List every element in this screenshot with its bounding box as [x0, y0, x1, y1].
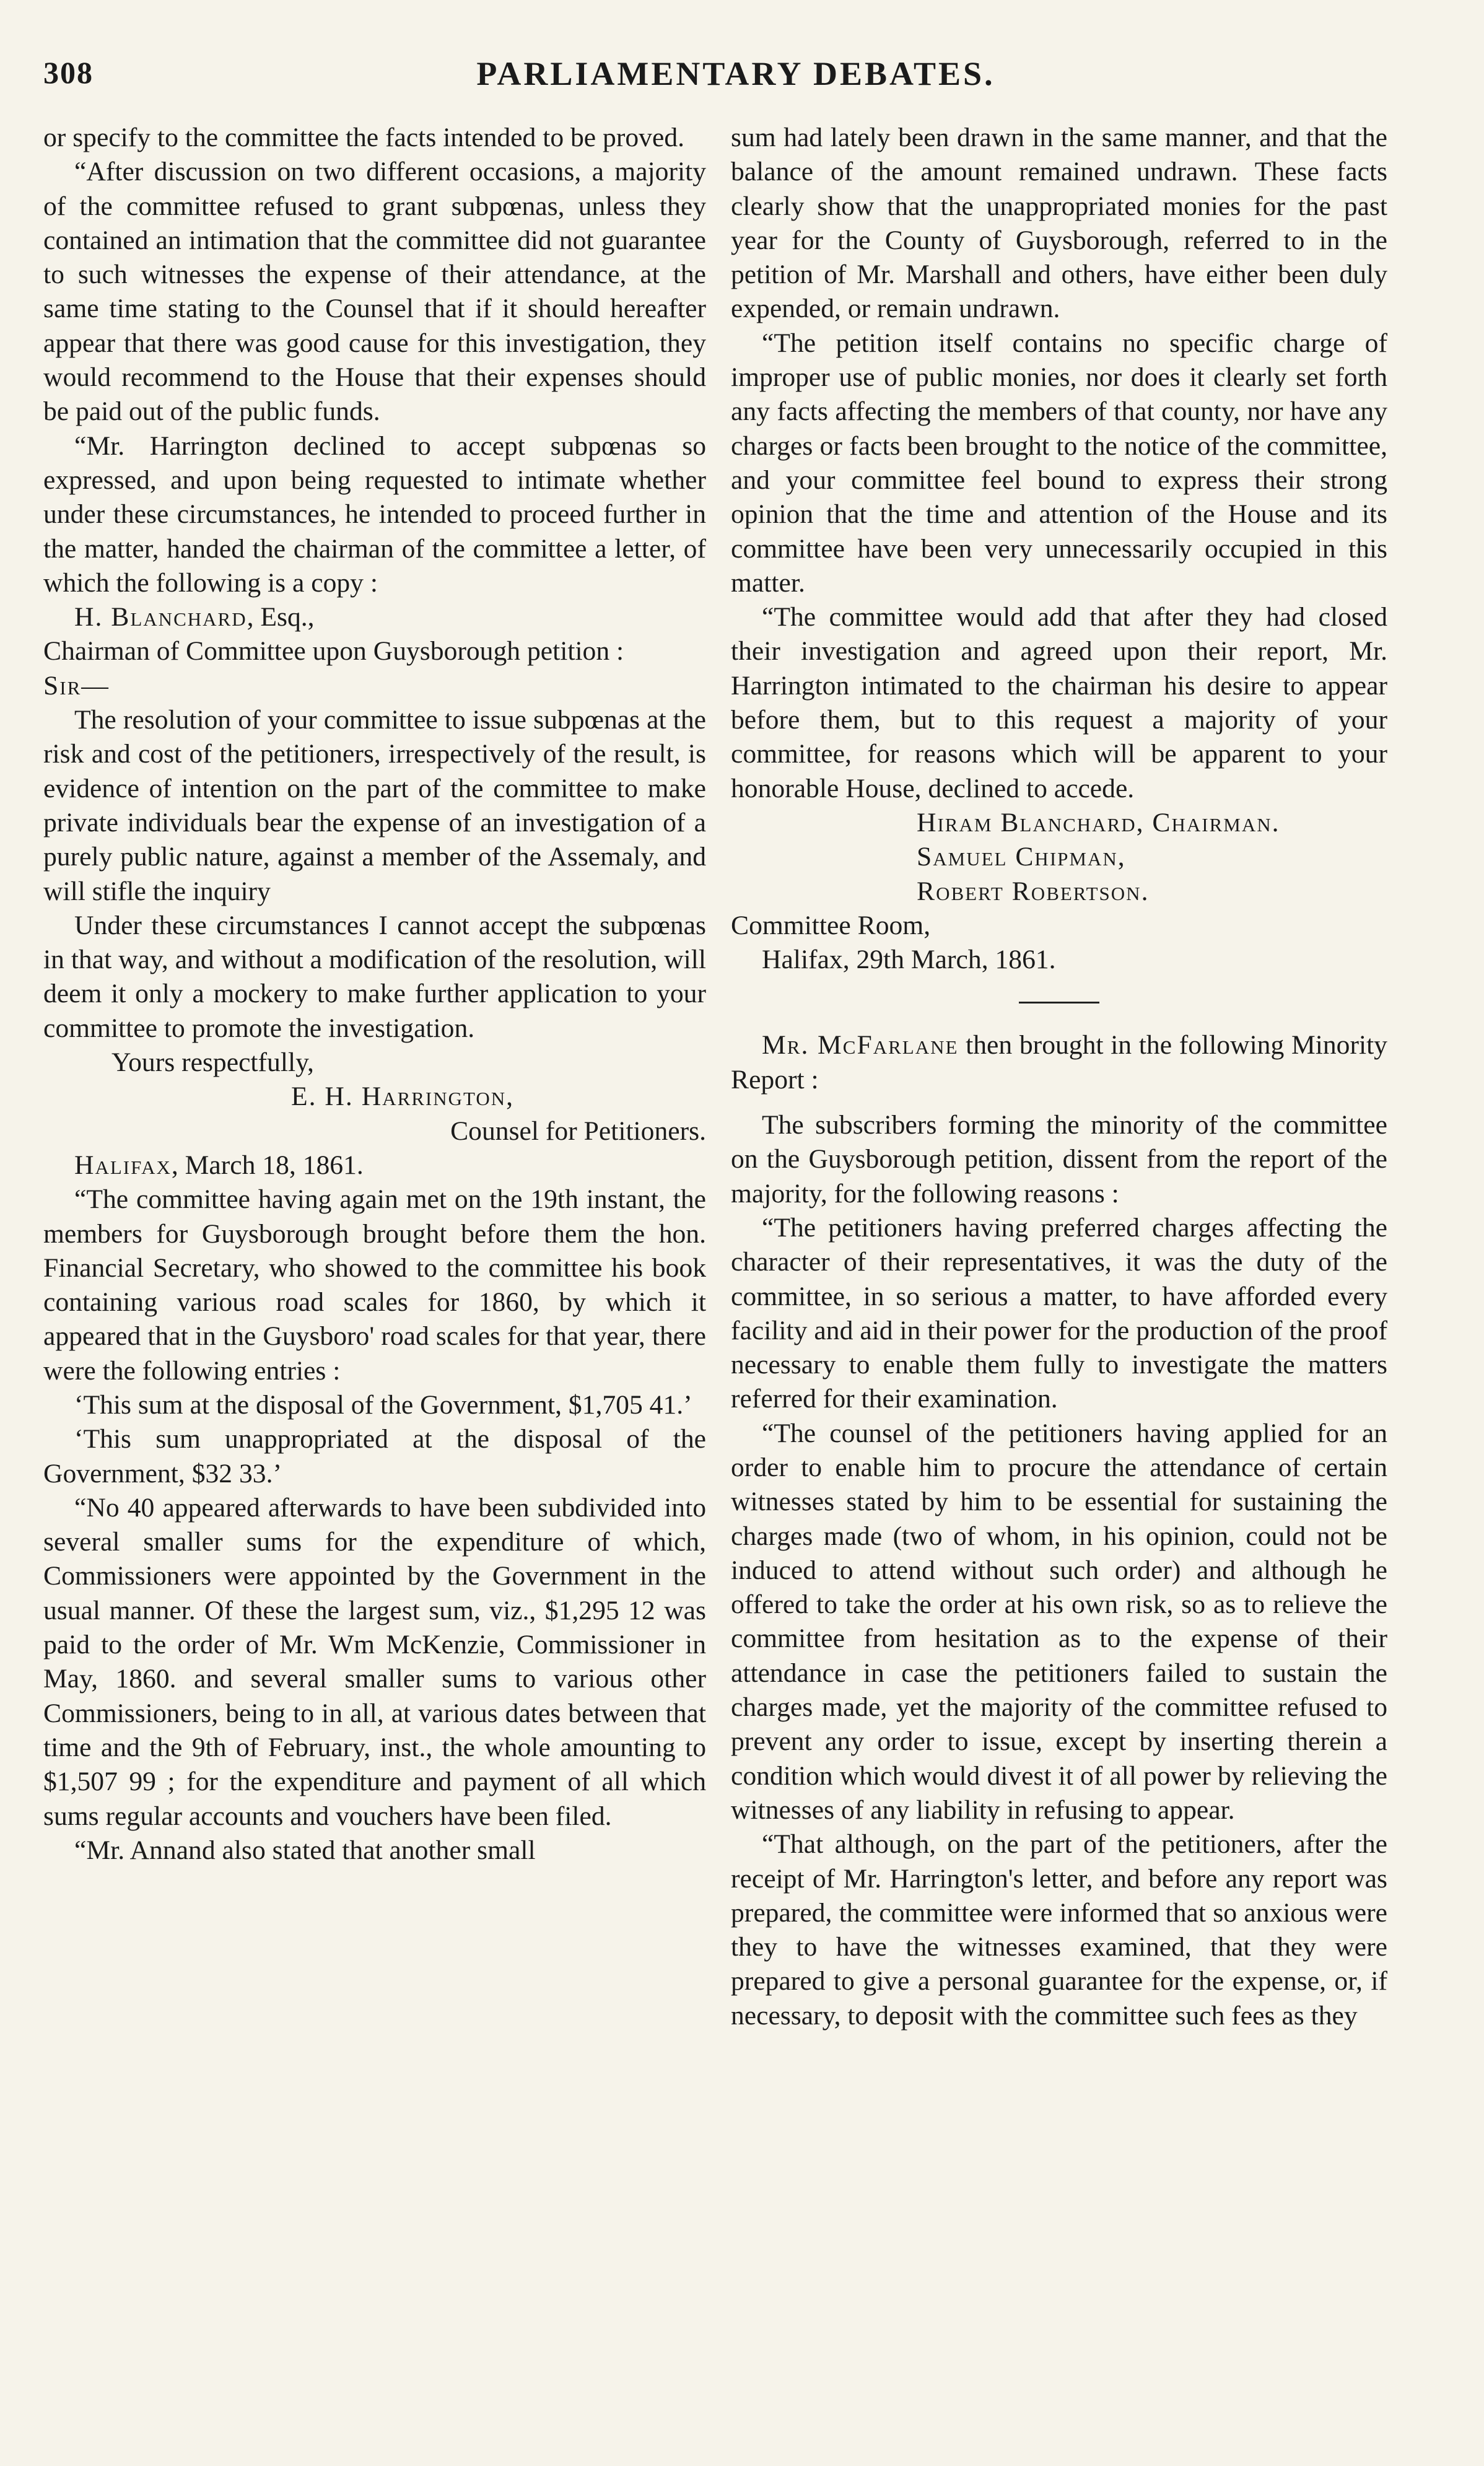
- paragraph: “The committee would add that after they had closed their investigation and agreed upon their report, Mr. Harrington intimated to the chairman his desire to appear before them, but to this request a majority of your committee, for reasons which will be apparent to your honorable House, declined to accede.: [731, 602, 1387, 803]
- paragraph: “Mr. Annand also stated that another small: [74, 1835, 536, 1865]
- entry-quote: ‘This sum unappropriated at the disposal of the Government, $32 33.’: [43, 1424, 706, 1489]
- addressee-role: Chairman of Committee upon Guysborough petition :: [43, 636, 624, 667]
- paragraph: “The committee having again met on the 19th instant, the members for Guysborough brought before them the hon. Financial Secretary, who showed to the committee his book containing various road scales for 1860, by which it appeared that in the Guysboro' road scales for that year, there were the following entries :: [43, 1184, 706, 1386]
- paragraph: sum had lately been drawn in the same manner, and that the balance of the amount remained undrawn. These facts clearly show that the unappropriated monies for the past year for the County of Guysborough, referred to in the petition of Mr. Marshall and others, have either been duly expended, or remain undrawn.: [731, 123, 1387, 324]
- dateline-date: , March 18, 1861.: [171, 1150, 364, 1180]
- paragraph: Under these circumstances I cannot accept the subpœnas in that way, and without a modification of the resolution, will deem it only a mockery to make further application to your committee to promote the investigation.: [43, 910, 706, 1043]
- paragraph: The subscribers forming the minority of the committee on the Guysborough petition, dissent from the report of the majority, for the following reasons :: [731, 1110, 1387, 1209]
- letter-salutation: Sir—: [43, 670, 110, 701]
- entry-quote: ‘This sum at the disposal of the Government, $1,705 41.’: [74, 1389, 692, 1420]
- paragraph: The resolution of your committee to issue subpœnas at the risk and cost of the petitioners, irrespectively of the result, is evidence of intention on the part of the committee to make private individuals bear the expense of an investigation of a purely public nature, against a member of the Assemaly, and will stifle the inquiry: [43, 705, 706, 906]
- section-divider: [1019, 1002, 1099, 1003]
- spacer: [731, 1097, 1387, 1108]
- letter-signer: E. H. Harrington,: [291, 1082, 515, 1112]
- committee-room: Committee Room,: [731, 910, 931, 940]
- addressee-name: H. Blanchard: [74, 602, 247, 632]
- letter-addressee: [43, 600, 706, 634]
- signature-line: Robert Robertson.: [917, 876, 1150, 906]
- paragraph: “The petitioners having preferred charges affecting the character of their representatives, it was the duty of the committee, in so serious a matter, to have afforded every facility and aid in their power for the production of the proof necessary to enable them fully to investigate the matters referred for their examination.: [731, 1212, 1387, 1414]
- signature-line: Hiram Blanchard, Chairman.: [917, 807, 1280, 837]
- paragraph: Mr. McFarlane then brought in the following Minority Report :: [731, 1030, 1387, 1095]
- page-header: [37, 55, 1434, 98]
- paragraph: “That although, on the part of the petitioners, after the receipt of Mr. Harrington's letter, and before any report was prepared, the committee were informed that so anxious were they to have the witnesses examined, that they were prepared to give a personal guarantee for the expense, or, if necessary, to deposit with the committee such fees as they: [731, 1829, 1387, 2031]
- right-column: [731, 121, 1387, 2450]
- letter-signer-role: Counsel for Petitioners.: [450, 1116, 706, 1146]
- signature-line: Samuel Chipman,: [917, 842, 1126, 872]
- paragraph: “No 40 appeared afterwards to have been subdivided into several smaller sums for the expenditure of which, Commissioners were appointed by the Government in the usual manner. Of these the largest sum, viz., $1,295 12 was paid to the order of Mr. Wm McKenzie, Commissioner in May, 1860. and several smaller sums to various other Commissioners, being to in all, at various dates between that time and the 9th of February, inst., the whole amounting to $1,507 99 ; for the expenditure and payment of all which sums regular accounts and vouchers have been filed.: [43, 1492, 706, 1831]
- speaker-name: Mr. McFarlane: [762, 1030, 959, 1060]
- addressee-title: , Esq.,: [247, 602, 315, 632]
- paragraph: “The counsel of the petitioners having applied for an order to enable him to procure the attendance of certain witnesses stated by him to be essential for sustaining the charges made (two of whom, in his opinion, could not be induced to attend without such order) and although he offered to take the order at his own risk, so as to relieve the committee from hesitation as to the expense of their attendance in case the petitioners failed to sustain the charges made, yet the majority of the committee refused to prevent any order to issue, except by inserting therein a condition which would divest it of all power by relieving the witnesses of any liability in refusing to appear.: [731, 1418, 1387, 1825]
- page-number: 308: [43, 55, 94, 90]
- paragraph: “After discussion on two different occasions, a majority of the committee refused to grant subpœnas, unless they contained an intimation that the committee did not guarantee to such witnesses the expense of their attendance, at the same time stating to the Counsel that if it should hereafter appear that there was good cause for this investigation, they would recommend to the House that their expenses should be paid out of the public funds.: [43, 157, 706, 427]
- committee-place-date: Halifax, 29th March, 1861.: [762, 945, 1056, 975]
- paragraph: or specify to the committee the facts intended to be proved.: [43, 123, 685, 152]
- left-column: [43, 121, 706, 2450]
- paragraph: “Mr. Harrington declined to accept subpœnas so expressed, and upon being requested to intimate whether under these circumstances, he intended to proceed further in the matter, handed the chairman of the committee a letter, of which the following is a copy :: [43, 431, 706, 598]
- paragraph: “The petition itself contains no specific charge of improper use of public monies, nor does it clearly set forth any facts affecting the members of that county, nor have any charges or facts been brought to the notice of the committee, and your committee feel bound to express their strong opinion that the time and attention of the House and its committee have been very unnecessarily occupied in this matter.: [731, 328, 1387, 598]
- letter-closing: Yours respectfully,: [111, 1047, 314, 1078]
- letter-dateline: [43, 1148, 706, 1183]
- running-head: PARLIAMENTARY DEBATES.: [476, 55, 995, 92]
- dateline-place: Halifax: [74, 1150, 172, 1180]
